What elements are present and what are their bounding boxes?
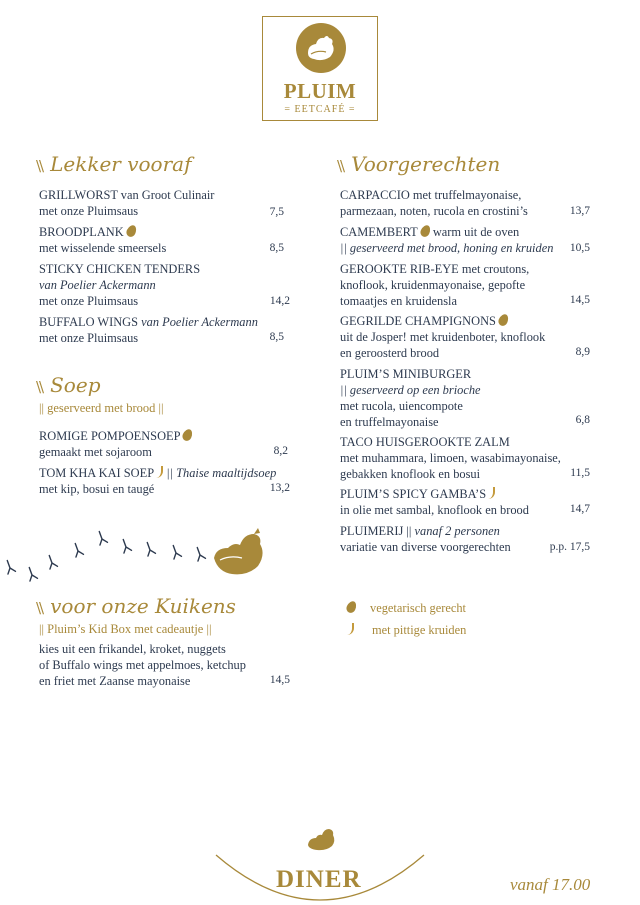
menu-item: GEGRILDE CHAMPIGNONS uit de Josper! met kruidenboter, knoflook en geroosterd brood	[340, 314, 546, 360]
price: 14,2	[269, 295, 290, 307]
menu-item: BROODPLANK met wisselende smeersels	[39, 225, 167, 255]
chili-pepper-icon	[488, 487, 495, 499]
logo	[262, 16, 378, 121]
price: 8,5	[269, 242, 284, 254]
menu-item: kies uit een frikandel, kroket, nuggets of Buffalo wings met appelmoes, ketchup en friet met Zaanse mayonaise	[39, 642, 246, 688]
price: 7,5	[269, 206, 284, 218]
chili-pepper-icon	[347, 623, 354, 635]
menu-item: TACO HUISGEROOKTE ZALM met muhammara, limoen, wasabimayonaise, gebakken knoflook en bosui	[340, 435, 561, 481]
vegetarian-leaf-icon	[345, 600, 358, 615]
menu-item: TOM KHA KAI SOEP || Thaise maaltijdsoep met kip, bosui en taugé	[39, 466, 277, 496]
chili-pepper-icon	[156, 466, 163, 478]
menu-item: PLUIM’S SPICY GAMBA’S in olie met sambal, knoflook en brood	[340, 487, 529, 517]
section-title-soep: \\ Soep	[36, 373, 101, 397]
vegetarian-leaf-icon	[125, 224, 138, 239]
chicken-logo-icon	[296, 23, 346, 73]
price: 10,5	[569, 242, 590, 254]
price: 14,5	[569, 294, 590, 306]
logo-subtitle: = EETCAFÉ =	[284, 104, 356, 115]
menu-item: ROMIGE POMPOENSOEP gemaakt met sojaroom	[39, 428, 192, 460]
section-title-kuikens: \\ voor onze Kuikens	[36, 594, 236, 618]
price: 8,5	[269, 331, 284, 343]
opening-time: vanaf 17.00	[510, 875, 591, 894]
menu-item: PLUIM’S MINIBURGER || geserveerd op een brioche met rucola, uiencompote en truffelmayonaise	[340, 367, 481, 429]
menu-item: CARPACCIO met truffelmayonaise, parmezaan, noten, rucola en crostini’s	[340, 188, 528, 218]
price: 6,8	[575, 414, 590, 426]
legend-vegetarian: vegetarisch gerecht	[345, 599, 466, 617]
logo-name: PLUIM	[283, 79, 357, 103]
price: 13,2	[269, 482, 290, 494]
footer-title: DINER	[276, 866, 362, 893]
price: 14,5	[269, 674, 290, 686]
section-title-lekker-vooraf: \\ Lekker vooraf	[36, 152, 192, 176]
price: 8,9	[575, 346, 590, 358]
section-note: || Pluim’s Kid Box met cadeautje ||	[39, 622, 212, 636]
price: 14,7	[569, 503, 590, 515]
chicken-icon	[210, 528, 268, 578]
menu-item: GEROOKTE RIB-EYE met croutons, knoflook, kruidenmayonaise, gepofte tomaatjes en kruidensla	[340, 262, 530, 308]
menu-item: CAMEMBERT warm uit de oven || geserveerd met brood, honing en kruiden	[340, 225, 554, 255]
menu-item: PLUIMERIJ || vanaf 2 personen variatie van diverse voorgerechten	[340, 524, 511, 554]
menu-item: GRILLWORST van Groot Culinair met onze Pluimsaus	[39, 188, 215, 218]
price: 11,5	[570, 467, 590, 479]
section-note: || geserveerd met brood ||	[39, 401, 164, 415]
price: 8,2	[273, 445, 288, 457]
menu-item: BUFFALO WINGS van Poelier Ackermann met onze Pluimsaus	[39, 315, 258, 345]
vegetarian-leaf-icon	[181, 428, 194, 443]
vegetarian-leaf-icon	[497, 313, 510, 328]
legend-spicy: met pittige kruiden	[345, 621, 466, 639]
section-title-voorgerechten: \\ Voorgerechten	[337, 152, 501, 176]
menu-item: STICKY CHICKEN TENDERS van Poelier Ackermann met onze Pluimsaus	[39, 262, 201, 308]
price: 13,7	[569, 205, 590, 217]
price: p.p. 17,5	[549, 541, 590, 553]
